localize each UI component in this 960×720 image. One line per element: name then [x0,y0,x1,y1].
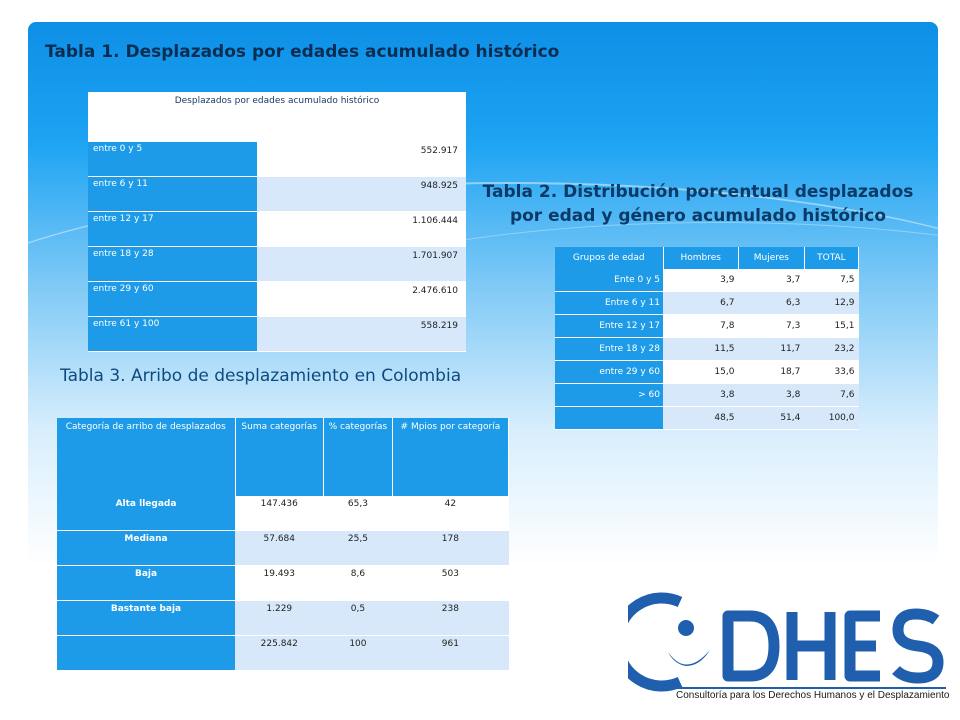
cell-suma: 57.684 [235,531,324,566]
row-label [57,636,235,671]
row-label: Entre 6 y 11 [555,292,663,315]
table-row [555,269,859,292]
table-row [57,601,509,636]
table-row [555,315,859,338]
cell-mujeres: 6,3 [738,292,804,315]
table-row [555,338,859,361]
cell-total: 100,0 [804,407,858,430]
column-header: Suma categorías [235,418,324,496]
logo-head-icon [678,620,694,636]
row-label: Mediana [57,531,235,566]
cell-total: 15,1 [804,315,858,338]
column-header: TOTAL [804,247,858,269]
cell-mpios: 42 [392,496,508,531]
logo-c-shape [628,598,680,686]
column-header: Hombres [663,247,738,269]
cell-mpios: 178 [392,531,508,566]
table-row [555,384,859,407]
row-label: Alta llegada [57,496,235,531]
cell-mujeres: 3,8 [738,384,804,407]
table-row [88,282,466,317]
cell-total: 12,9 [804,292,858,315]
cell-pct: 0,5 [324,601,393,636]
row-value: 558.219 [257,317,466,352]
cell-hombres: 48,5 [663,407,738,430]
table-row [88,212,466,247]
row-label [555,407,663,430]
cell-suma: 1.229 [235,601,324,636]
cell-mujeres: 18,7 [738,361,804,384]
row-label: entre 6 y 11 [88,177,257,212]
row-label: entre 61 y 100 [88,317,257,352]
column-header: Categoría de arribo de desplazados [57,418,235,496]
row-label: Entre 18 y 28 [555,338,663,361]
cell-total: 7,6 [804,384,858,407]
table-total-row [555,407,859,430]
table1-title: Tabla 1. Desplazados por edades acumulado histórico [45,42,560,62]
row-value: 552.917 [257,142,466,177]
table-row [57,566,509,601]
table-row [555,361,859,384]
row-label: Baja [57,566,235,601]
cell-suma: 19.493 [235,566,324,601]
table2-title: Tabla 2. Distribución porcentual desplazados por edad y género acumulado histórico [482,182,914,226]
row-label: > 60 [555,384,663,407]
cell-hombres: 3,9 [663,269,738,292]
cell-mujeres: 51,4 [738,407,804,430]
row-value: 2.476.610 [257,282,466,317]
cell-total: 23,2 [804,338,858,361]
table3 [57,418,509,671]
cell-mpios: 961 [392,636,508,671]
table-row [88,317,466,352]
cell-hombres: 3,8 [663,384,738,407]
logo-smile-icon [668,650,710,666]
row-value: 1.106.444 [257,212,466,247]
row-label: entre 29 y 60 [88,282,257,317]
cell-mpios: 503 [392,566,508,601]
cell-pct: 25,5 [324,531,393,566]
cell-pct: 65,3 [324,496,393,531]
cell-pct: 8,6 [324,566,393,601]
column-header: % categorías [324,418,393,496]
row-label: Entre 12 y 17 [555,315,663,338]
row-label: Ente 0 y 5 [555,269,663,292]
logo-tagline: Consultoría para los Derechos Humanos y el Desplazamiento [676,690,950,701]
table-row [88,142,466,177]
row-label: entre 12 y 17 [88,212,257,247]
table-row [88,247,466,282]
table-header-row [57,418,509,496]
cell-pct: 100 [324,636,393,671]
table-row [88,177,466,212]
cell-total: 33,6 [804,361,858,384]
row-label: Bastante baja [57,601,235,636]
column-header: Grupos de edad [555,247,663,269]
table-row [555,292,859,315]
cell-hombres: 6,7 [663,292,738,315]
cell-mujeres: 3,7 [738,269,804,292]
row-label: entre 18 y 28 [88,247,257,282]
cell-mujeres: 11,7 [738,338,804,361]
row-value: 948.925 [257,177,466,212]
table-row [57,531,509,566]
cell-hombres: 15,0 [663,361,738,384]
column-header: Mujeres [738,247,804,269]
table1 [88,92,466,352]
cell-suma: 147.436 [235,496,324,531]
cell-hombres: 7,8 [663,315,738,338]
cell-mpios: 238 [392,601,508,636]
cell-total: 7,5 [804,269,858,292]
table-row [57,496,509,531]
table2 [555,247,859,430]
table-header-row [555,247,859,269]
cell-mujeres: 7,3 [738,315,804,338]
cell-suma: 225.842 [235,636,324,671]
row-label: entre 0 y 5 [88,142,257,177]
cell-hombres: 11,5 [663,338,738,361]
table-total-row [57,636,509,671]
row-value: 1.701.907 [257,247,466,282]
table1-header: Desplazados por edades acumulado histórico [88,92,466,142]
table3-title: Tabla 3. Arribo de desplazamiento en Colombia [60,366,462,386]
row-label: entre 29 y 60 [555,361,663,384]
column-header: # Mpios por categoría [392,418,508,496]
